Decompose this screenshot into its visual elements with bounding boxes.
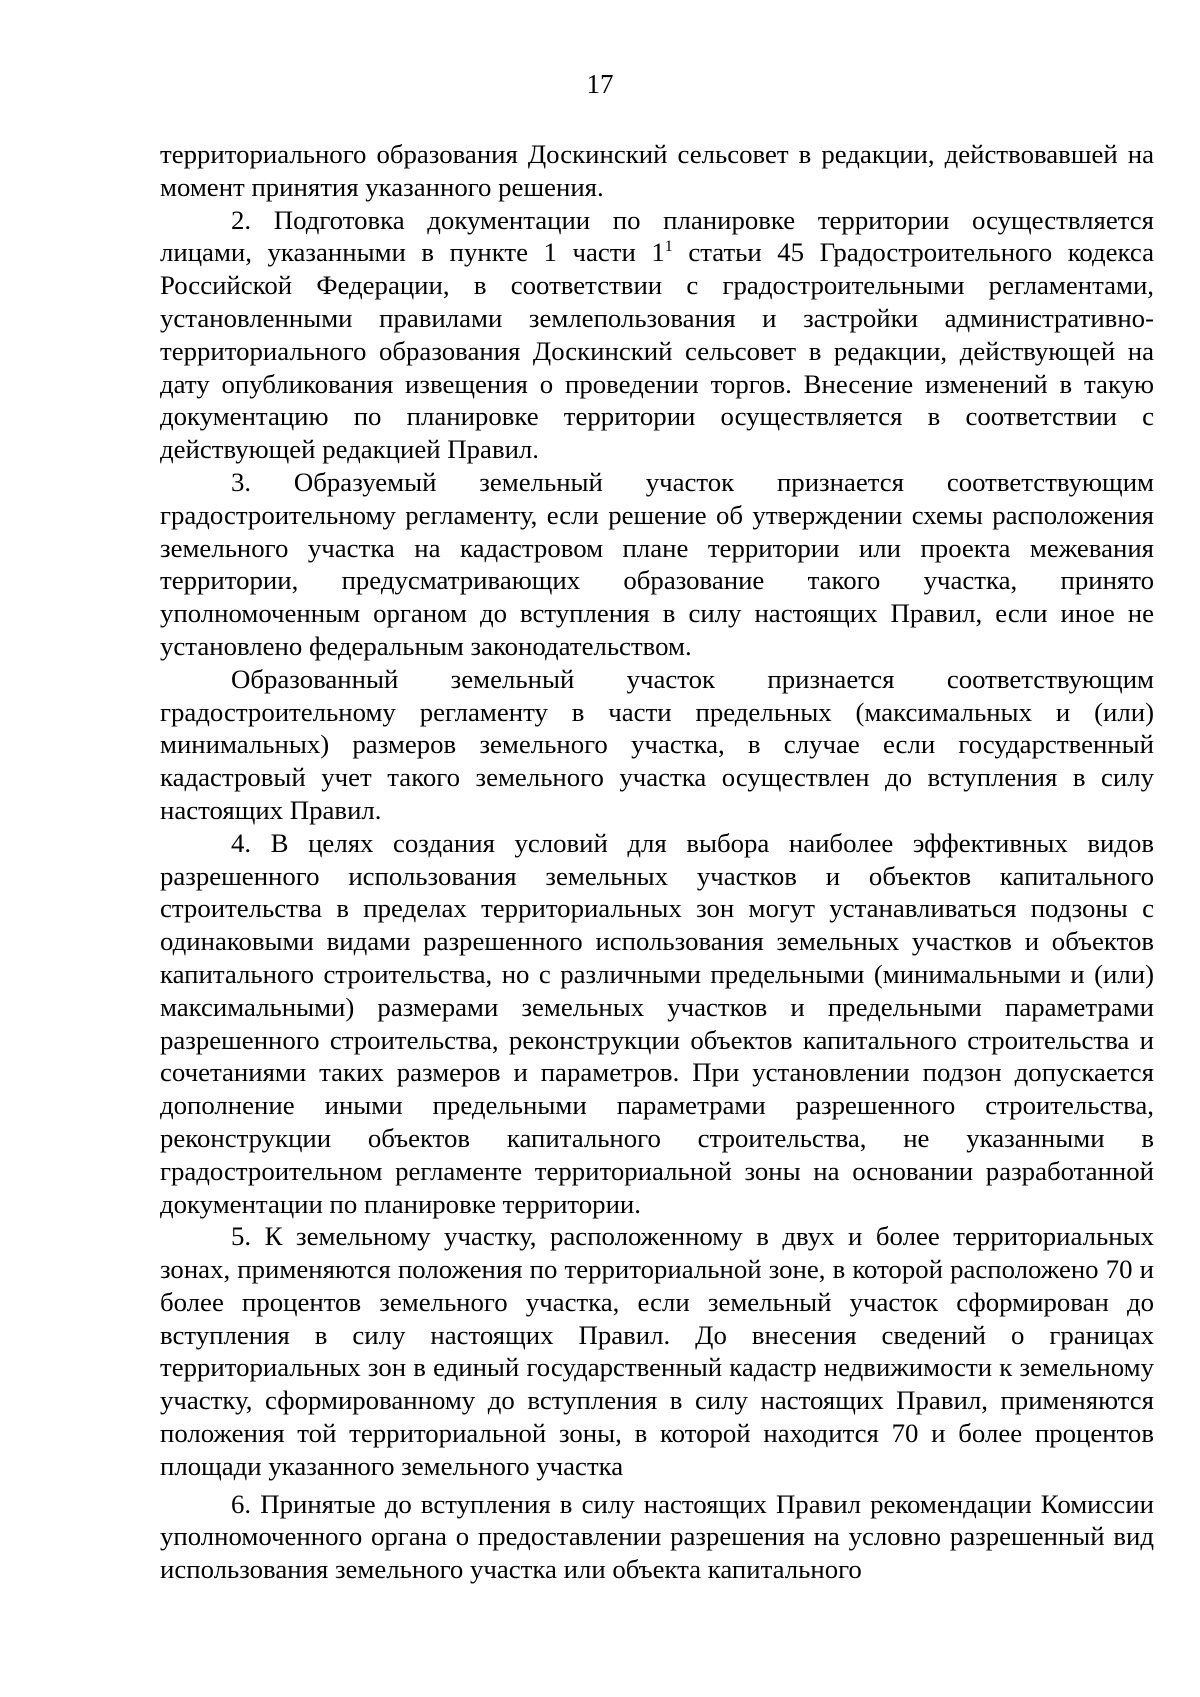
paragraph-item-2-text-before: 2. Подготовка документации по планировке территории осуществляется лицами, указанными в пункте 1 части 1: [160, 204, 1154, 268]
paragraph-continuation: территориального образования Доскинский сельсовет в редакции, действовавшей на момент принятия указанного решения.: [160, 139, 1154, 202]
paragraph-item-6: 6. Принятые до вступления в силу настоящих Правил рекомендации Комиссии уполномоченного органа о предоставлении разрешения на условно разрешенный вид использования земельного участка или объекта капитального: [160, 1488, 1154, 1585]
paragraph-item-2: [160, 204, 1154, 466]
page-number: 17: [586, 69, 614, 99]
paragraph-item-4: 4. В целях создания условий для выбора наиболее эффективных видов разрешенного использования земельных участков и объектов капитального строительства в пределах территориальных зон могут устанавливаться подзоны с одинаковыми видами разрешенного использования земельных участков и объектов капитального строительства, но с различными предельными (минимальными и (или) максимальными) размерами земельных участков и предельными параметрами разрешенного строительства, реконструкции объектов капитального строительства и сочетаниями таких размеров и параметров. При установлении подзон допускается дополнение иными предельными параметрами разрешенного строительства, реконструкции объектов капитального строительства, не указанными в градостроительном регламенте территориальной зоны на основании разработанной документации по планировке территории.: [160, 827, 1154, 1219]
paragraph-item-5: 5. К земельному участку, расположенному в двух и более территориальных зонах, применяются положения по территориальной зоне, в которой расположено 70 и более процентов земельного участка, если земельный участок сформирован до вступления в силу настоящих Правил. До внесения сведений о границах территориальных зон в единый государственный кадастр недвижимости к земельному участку, сформированному до вступления в силу настоящих Правил, применяются положения той территориальной зоны, в которой находится 70 и более процентов площади указанного земельного участка: [160, 1221, 1154, 1481]
document-body: [160, 138, 1154, 1586]
paragraph-item-2-text-after: статьи 45 Градостроительного кодекса Российской Федерации, в соответствии с градостроительными регламентами, установленными правилами землепользования и застройки административно-территориального образования Доскинский сельсовет в редакции, действующей на дату опубликования извещения о проведении торгов. Внесение изменений в такую документацию по планировке территории осуществляется в соответствии с действующей редакцией Правил.: [160, 237, 1154, 465]
paragraph-item-3-continued: Образованный земельный участок признается соответствующим градостроительному регламенту в части предельных (максимальных и (или) минимальных) размеров земельного участка, в случае если государственный кадастровый учет такого земельного участка осуществлен до вступления в силу настоящих Правил.: [160, 663, 1154, 825]
paragraph-item-3: 3. Образуемый земельный участок признается соответствующим градостроительному регламенту, если решение об утверждении схемы расположения земельного участка на кадастровом плане территории или проекта межевания территории, предусматривающих образование такого участка, принято уполномоченным органом до вступления в силу настоящих Правил, если иное не установлено федеральным законодательством.: [160, 466, 1154, 661]
paragraph-item-2-superscript: 1: [664, 238, 673, 256]
